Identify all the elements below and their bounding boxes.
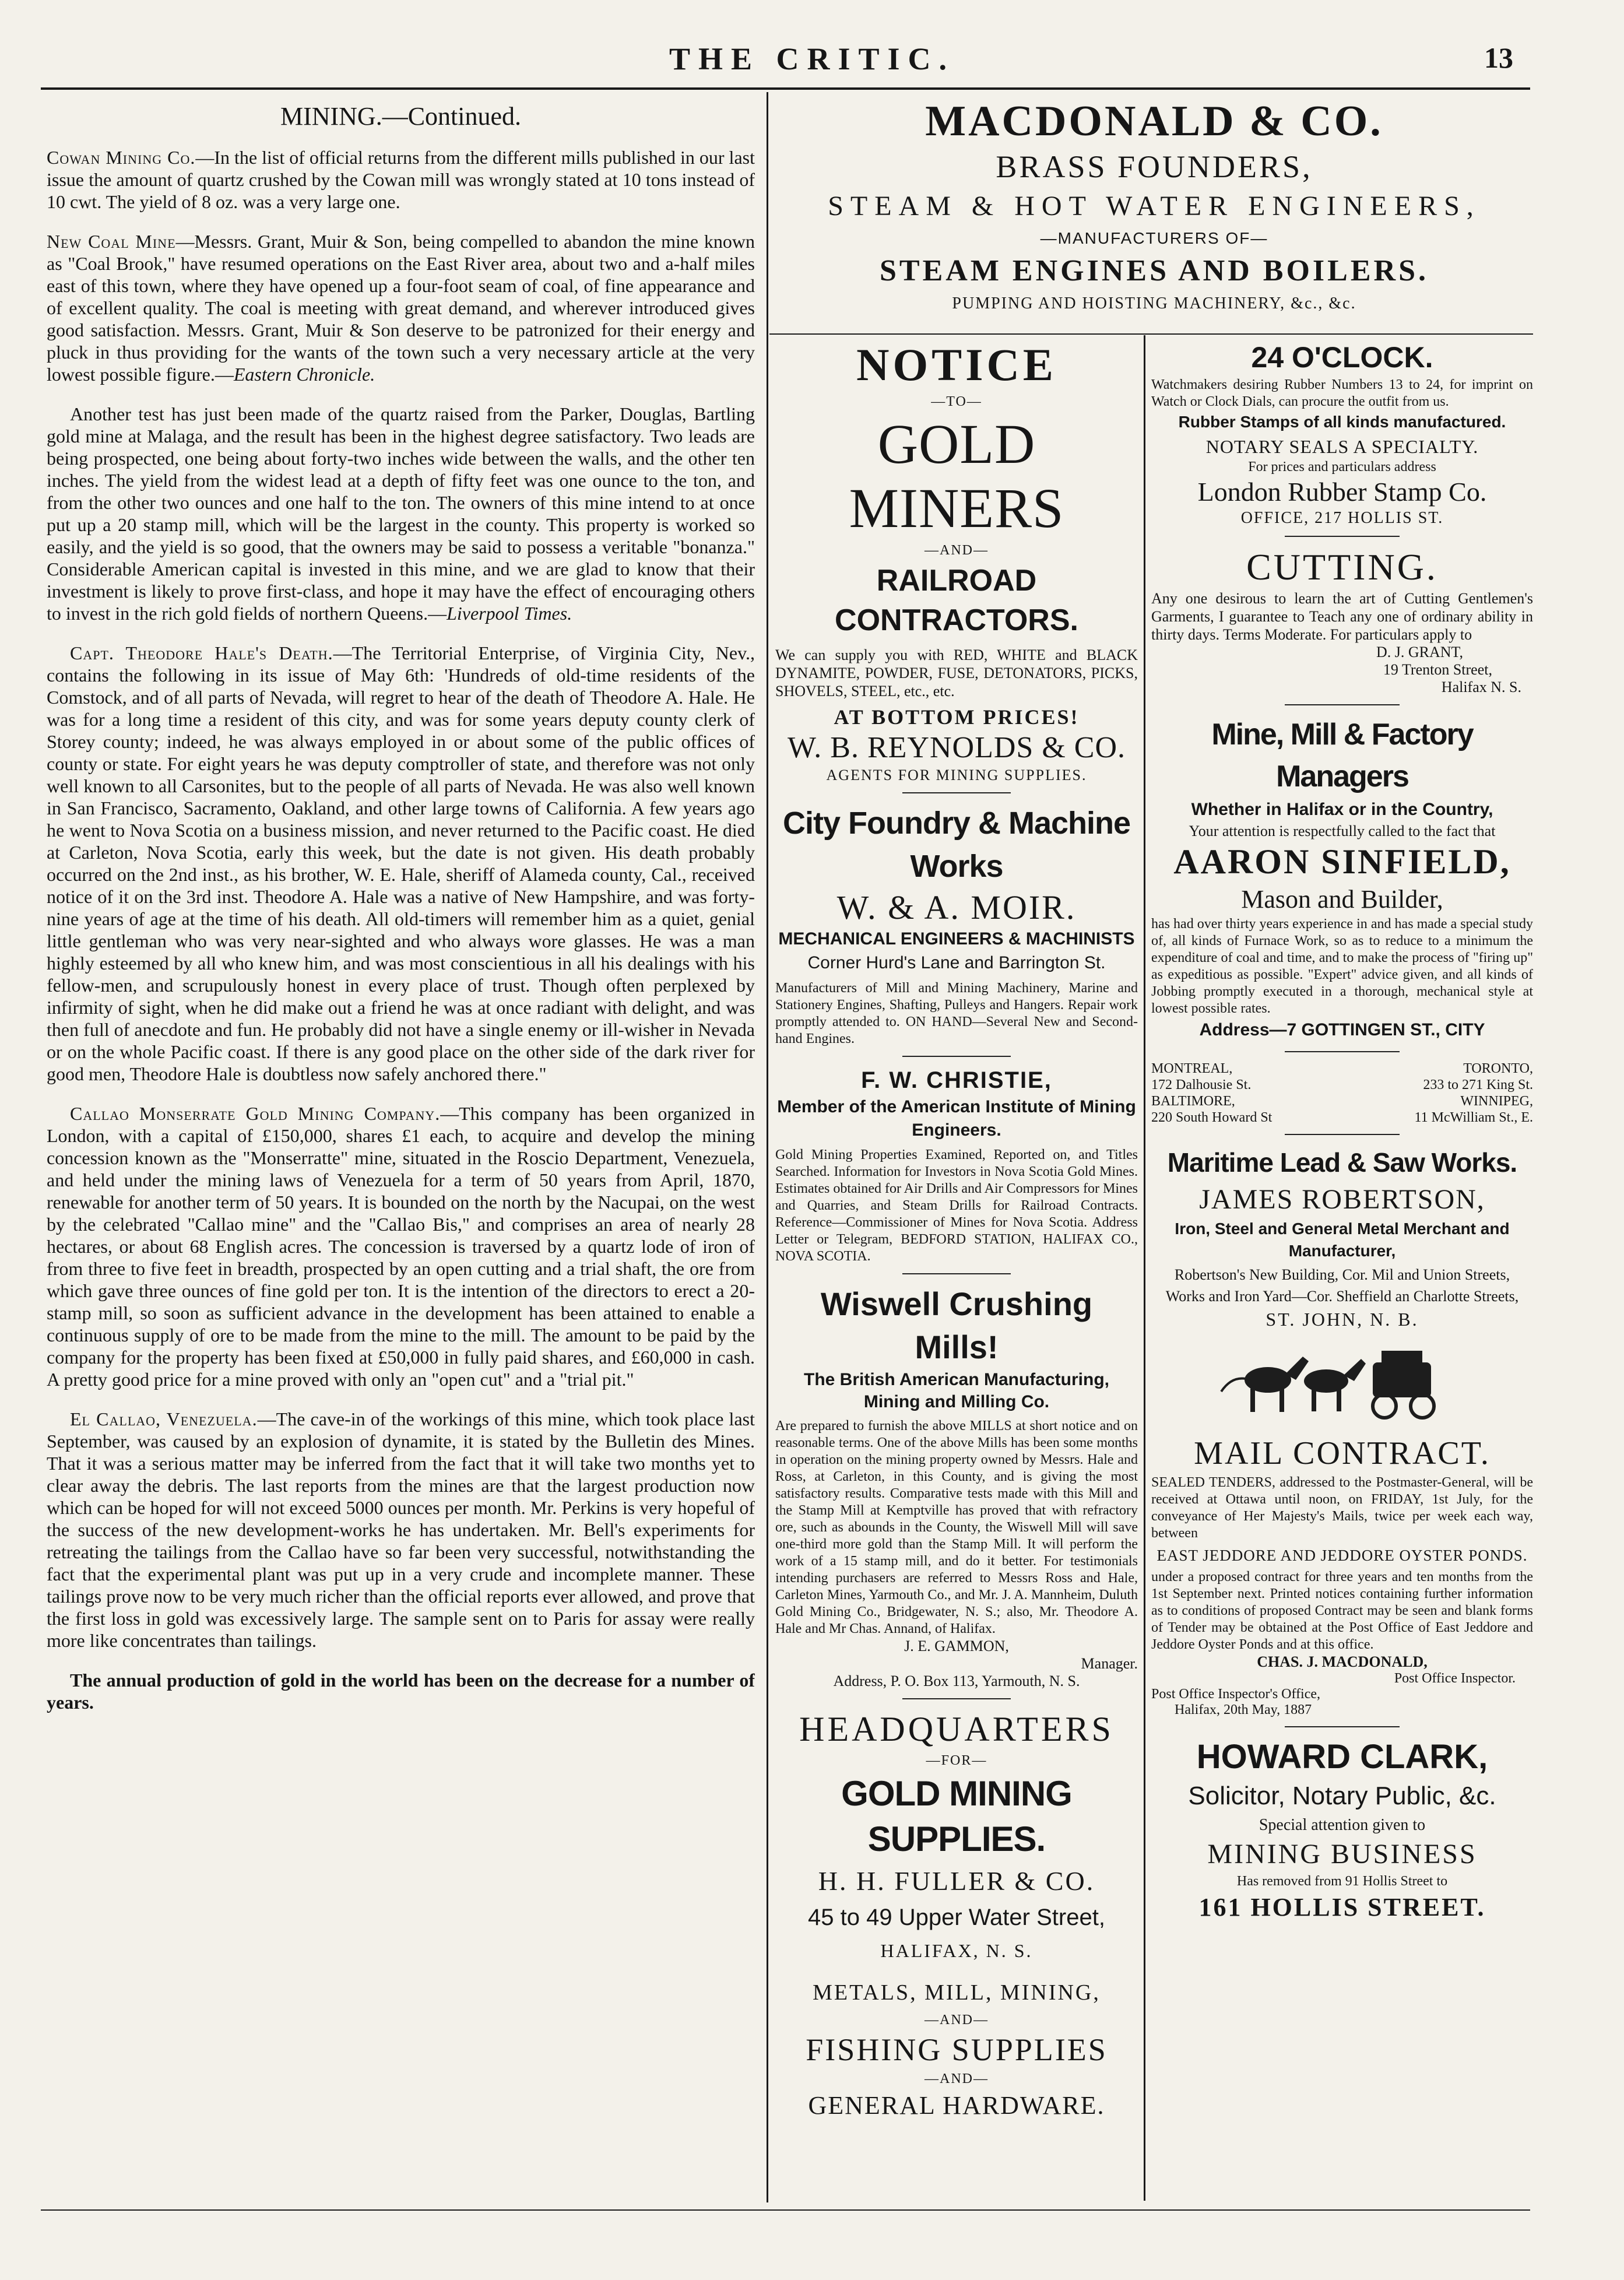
ad-body: Any one desirous to learn the art of Cutting Gentlemen's Garments, I guarantee to Teach any one of ordinary ability in thirty days. Terms Moderate. For particulars apply to: [1151, 590, 1533, 643]
ad-city: ST. JOHN, N. B.: [1266, 1309, 1419, 1330]
ad-headline: GOLD MINING SUPPLIES.: [841, 1774, 1072, 1859]
ad-line: STEAM ENGINES AND BOILERS.: [880, 254, 1429, 287]
ad-hardware: GENERAL HARDWARE.: [808, 2091, 1105, 2120]
ad-notice: [775, 338, 1138, 784]
mining-column: [47, 99, 755, 2198]
ad-headquarters: [775, 1708, 1138, 2122]
city-name: BALTIMORE,: [1151, 1094, 1235, 1109]
ad-title: City Foundry & Machine Works: [782, 806, 1131, 884]
ad-city: Halifax N. S.: [1441, 679, 1521, 695]
city-address: 233 to 271 King St.: [1423, 1077, 1533, 1092]
ad-body: Are prepared to furnish the above MILLS at short notice and on reasonable terms. One of the above Mills has been some months in operation on the mining property owned by Messrs. Hale and Ross, at Carleton, in this County, and is giving the most satisfactory results. Comparative tests made with this Mill and the Stamp Mill at Kemptville has proved that with refractory ore, such as abounds in the County, the Wiswell Mill will save one-third more gold than the Stamp Mill. It will perform the work of a 15 stamp mill, and do it better. For testimonials intending purchasers are referred to Messrs Ross and Hale, Carleton Mines, Yarmouth Co., and Mr. J. A. Mannheim, Duluth Gold Mining Co., Bridgewater, N. S.; also, Mr. Theodore A. Hale and Mr Chas. Annand, of Halifax.: [775, 1418, 1138, 1636]
ad-company: The British American Manufacturing, Mining and Milling Co.: [804, 1370, 1109, 1411]
ad-divider: [1285, 1134, 1400, 1135]
ad-address: Address—7 GOTTINGEN ST., CITY: [1199, 1020, 1485, 1039]
ad-body: Manufacturers of Mill and Mining Machinery, Marine and Stationery Engines, Shafting, Pulleys and Hangers. Repair work promptly attended to. ON HAND—Several New and Second-hand Engines.: [775, 981, 1138, 1046]
ad-sub: MECHANICAL ENGINEERS & MACHINISTS: [778, 929, 1135, 948]
ad-divider: [1285, 704, 1400, 705]
ad-separator: —FOR—: [926, 1753, 987, 1768]
ad-name: F. W. CHRISTIE,: [861, 1067, 1052, 1093]
article-lead: El Callao, Venezuela.: [70, 1408, 258, 1429]
ad-line: BRASS FOUNDERS,: [996, 149, 1313, 184]
ad-role: Iron, Steel and General Metal Merchant and Manufacturer,: [1175, 1220, 1510, 1260]
ad-date: Halifax, 20th May, 1887: [1175, 1702, 1312, 1717]
ad-body: We can supply you with RED, WHITE and BLACK DYNAMITE, POWDER, FUSE, DETONATORS, PICKS, SHOVELS, STEEL, etc., etc.: [775, 647, 1138, 700]
ad-sub: Whether in Halifax or in the Country,: [1191, 800, 1493, 819]
ad-body: under a proposed contract for three years and ten months from the 1st September next. Printed notices containing further information as to conditions of proposed Contract may be seen and blank forms of Tender may be obtained at the Post Office of East Jeddore and Jeddore Oyster Ponds and at this office.: [1151, 1569, 1533, 1652]
article-cowan: [47, 146, 755, 213]
ad-stamps: Rubber Stamps of all kinds manufactured.: [1178, 413, 1506, 431]
ad-separator: —AND—: [925, 543, 989, 558]
masthead-title: THE CRITIC.: [669, 41, 955, 76]
ad-title: Maritime Lead & Saw Works.: [1167, 1147, 1517, 1178]
ad-line: PUMPING AND HOISTING MACHINERY, &c., &c.: [952, 294, 1356, 312]
ad-title: 24 O'CLOCK.: [1251, 341, 1433, 374]
ad-title: HEADQUARTERS: [799, 1710, 1114, 1748]
article-hale-death: [47, 642, 755, 1085]
ad-title: NOTICE: [856, 339, 1057, 390]
ad-body: SEALED TENDERS, addressed to the Postmaster-General, will be received at Ottawa until noon, on FRIDAY, 1st July, for the conveyance of Her Majesty's Mails, twice per week each way, between: [1151, 1475, 1533, 1541]
ad-title: MAIL CONTRACT.: [1194, 1435, 1491, 1471]
city-name: MONTREAL,: [1151, 1061, 1233, 1076]
article-el-callao: [47, 1408, 755, 1652]
ad-member: Member of the American Institute of Mining Engineers.: [777, 1097, 1136, 1140]
ad-special: Special attention given to: [1259, 1816, 1426, 1834]
ad-role: Post Office Inspector.: [1394, 1671, 1516, 1686]
ad-name: AARON SINFIELD,: [1173, 842, 1511, 881]
ad-line: STEAM & HOT WATER ENGINEERS,: [828, 191, 1481, 222]
ad-cutting: [1151, 545, 1533, 696]
ad-24-oclock: [1151, 338, 1533, 528]
ad-wiswell: [775, 1283, 1138, 1690]
ad-seals: NOTARY SEALS A SPECIALTY.: [1205, 436, 1479, 457]
ad-divider: [1285, 536, 1400, 537]
horse-coach-icon: [1151, 1339, 1533, 1427]
ad-divider: [902, 1056, 1011, 1057]
ad-city-foundry: [775, 802, 1138, 1048]
ad-metals: METALS, MILL, MINING,: [813, 1980, 1101, 2005]
ad-role: Solicitor, Notary Public, &c.: [1188, 1782, 1496, 1810]
ad-company: W. B. REYNOLDS & CO.: [787, 731, 1126, 764]
ad-divider: [1285, 1051, 1400, 1052]
ad-office: Post Office Inspector's Office,: [1151, 1687, 1321, 1702]
ad-body: has had over thirty years experience in and has made a special study of, all kinds of Furnace Work, so as to reduce to a minimum the expenditure of coal and time, and to make the process of "firing up" as expeditious as possible. "Expert" advice given, and all kinds of Jobbing promptly executed in a thorough, mechanical style at lowest possible rates.: [1151, 916, 1533, 1016]
ad-mail-contract: [1151, 1432, 1533, 1718]
ad-name: JAMES ROBERTSON,: [1199, 1184, 1485, 1215]
ad-howard-clark: [1151, 1736, 1533, 1924]
ad-divider: [902, 1273, 1011, 1274]
ad-rule: [769, 333, 1533, 335]
ad-divider: [902, 792, 1011, 793]
ad-fishing: FISHING SUPPLIES: [806, 2032, 1108, 2067]
ad-cities: [1151, 1060, 1533, 1126]
article-source: Liverpool Times.: [447, 603, 572, 624]
ad-line: —MANUFACTURERS OF—: [1040, 229, 1268, 247]
bottom-rule: [41, 2209, 1530, 2211]
ad-body: Gold Mining Properties Examined, Reported on, and Titles Searched. Information for Investors in Nova Scotia Gold Mines. Estimates obtained for Air Drills and Air Compressors for Mines and Quarries, and Steam Drills for Railroad Contracts. Reference—Commissioner of Mines for Nova Scotia. Address Letter or Telegram, BEDFORD STATION, HALIFAX CO., NOVA SCOTIA.: [775, 1147, 1138, 1264]
middle-ads-column: [775, 338, 1138, 2204]
ad-name: HOWARD CLARK,: [1196, 1738, 1488, 1776]
article-lead: Cowan Mining Co.: [47, 147, 196, 168]
city-address: 11 McWilliam St., E.: [1414, 1110, 1533, 1125]
column-divider-left: [767, 92, 768, 2202]
mail-coach-illustration: [1151, 1339, 1533, 1427]
article-source: Eastern Chronicle.: [233, 364, 375, 385]
ad-christie: [775, 1065, 1138, 1265]
masthead: [0, 41, 1624, 82]
ad-body: Works and Iron Yard—Cor. Sheffield an Charlotte Streets,: [1165, 1288, 1519, 1305]
article-text: —The Territorial Enterprise, of Virginia City, Nev., contains the following in its issue of May 6th: 'Hundreds of old-time residents of the Comstock, and of all parts of Nevada, will regret to hear of the death of Theodore A. Hale. He was for a long time a resident of this city, and was for some years deputy county clerk of Storey county; indeed, he was always employed in or about some of the public offices of county or state. For eight years he was deputy comptroller of state, and therefore was not only well known to all Carsonites, but to the people of all parts of Nevada. He was also well known in San Francisco, Sacramento, Oakland, and other large towns of California. A few years ago he went to Nova Scotia on a business mission, and never returned to the Pacific coast. He died at Carleton, Nova Scotia, early this week, but the date is not given. His death probably occurred on the 2nd inst., as his brother, W. E. Hale, sheriff of Alameda county, Cal., received notice of it on the 3rd inst. Theodore A. Hale was a native of New Hampshire, and was forty-nine years of age at the time of his death. All old-timers will remember him as a quiet, genial little gentleman who was very near-sighted and who always wore glasses. He was a man highly esteemed by all who knew him, and was most conscientious in all his dealings with his fellow-men, and scrupulously honest in every place of trust. Though often perplexed by infirmity of sight, when he did make out a friend he was at once radiant with delight, and was then full of anecdote and fun. He probably did not have a single enemy or ill-wisher in Nevada or on the whole Pacific coast. If there is any good place on the other side of the dark river for good men, Theodore Hale is doubtless now safely anchored there.": [47, 642, 755, 1084]
ad-divider: [1285, 1726, 1400, 1727]
ad-name: MACDONALD & CO.: [925, 97, 1383, 145]
article-text: The annual production of gold in the world has been on the decrease for a number of years.: [47, 1670, 755, 1713]
right-ads-column: [1151, 338, 1533, 2204]
city-name: TORONTO,: [1463, 1061, 1533, 1076]
ad-role: Manager.: [1081, 1655, 1138, 1672]
article-new-coal-mine: [47, 230, 755, 385]
ad-maritime: [1151, 1143, 1533, 1333]
ad-city: HALIFAX, N. S.: [880, 1940, 1033, 1961]
ad-managers: [1151, 714, 1533, 1043]
column-divider-right: [1144, 335, 1145, 2201]
article-callao-monserrate: [47, 1102, 755, 1390]
ad-title: Wiswell Crushing Mills!: [820, 1285, 1093, 1365]
ad-company: H. H. FULLER & CO.: [818, 1866, 1095, 1896]
article-text: —Messrs. Grant, Muir & Son, being compelled to abandon the mine known as "Coal Brook," have resumed operations on the East River area, about two and a-half miles east of this town, where they have opened up a four-foot seam of coal, of fine appearance and of excellent quality. The coal is meeting with great demand, and wherever introduced gives good satisfaction. Messrs. Grant, Muir & Son deserve to be patronized for their energy and pluck in thus providing for the wants of the town such a very necessary article at the very lowest possible figure.—: [47, 231, 755, 385]
article-parker-mine: [47, 403, 755, 624]
ad-address: Corner Hurd's Lane and Barrington St.: [807, 953, 1106, 972]
ad-street: 19 Trenton Street,: [1383, 661, 1492, 678]
ad-removed: Has removed from 91 Hollis Street to: [1236, 1874, 1448, 1889]
masthead-rule: [41, 87, 1530, 90]
article-text: —In the list of official returns from the different mills published in our last issue the amount of quartz crushed by the Cowan mill was wrongly stated at 10 tons instead of 10 cwt. The yield of 8 oz. was a very large one.: [47, 147, 755, 212]
ad-body: Robertson's New Building, Cor. Mil and Union Streets,: [1174, 1266, 1510, 1283]
page-number: 13: [1484, 41, 1513, 74]
ad-address: 161 HOLLIS STREET.: [1198, 1893, 1486, 1921]
ad-headline: GOLD MINERS: [849, 413, 1064, 539]
ad-divider: [902, 1698, 1011, 1699]
ad-prices: AT BOTTOM PRICES!: [834, 705, 1080, 729]
article-text: —This company has been organized in London, with a capital of £150,000, shares £1 each, to acquire and develop the mining concession known as the "Monserratte" mine, situated in the Roscio Department, Venezuela, and held under the mining laws of Venezuela for a term of 50 years from April, 1870, renewable for another term of 50 years. It is bounded on the north by the Nacupai, on the west by the celebrated "Callao mine" and the "Callao Bis," and comprises an area of nearly 28 hectares, or about 68 English acres. The concession is traversed by a quartz lode of iron of from three to five feet in breadth, prospected by an open cutting and a trial shaft, the ore from which gave three ounces of fine gold per ton. It is the intention of the directors to erect a 20-stamp mill, so soon as sufficient advance in the development has been attained to enable a continuous supply of ore to be made from the mine to the mill. The amount to be paid by the company for the property has been fixed at £50,000 in fully paid shares, and £60,000 in cash. A pretty good price for a mine proved with only an "open cut" and a "trial pit.": [47, 1103, 755, 1390]
ad-separator: —AND—: [925, 2012, 989, 2028]
ad-signer: J. E. GAMMON,: [904, 1638, 1009, 1654]
section-title: MINING.—Continued.: [280, 102, 522, 131]
ad-role: Mason and Builder,: [1241, 885, 1443, 914]
ad-body: Watchmakers desiring Rubber Numbers 13 to 24, for imprint on Watch or Clock Dials, can procure the outfit from us.: [1151, 377, 1533, 409]
city-address: 172 Dalhousie St.: [1151, 1077, 1252, 1092]
ad-route: EAST JEDDORE AND JEDDORE OYSTER PONDS.: [1157, 1547, 1528, 1564]
ad-headline: RAILROAD CONTRACTORS.: [835, 564, 1078, 637]
article-lead: Callao Monserrate Gold Mining Company.: [70, 1103, 441, 1124]
article-lead: New Coal Mine: [47, 231, 176, 252]
ad-prices: For prices and particulars address: [1248, 459, 1436, 475]
ad-title: CUTTING.: [1246, 546, 1438, 588]
article-text: Another test has just been made of the quartz raised from the Parker, Douglas, Bartling gold mine at Malaga, and the result has been in the highest degree satisfactory. Two leads are being prospected, one being about forty-two inches wide between the walls, and the other ten inches. The yield from the widest lead at a depth of fifty feet was one ounce to the ton, and from the other two ounces and one half to the ton. The owners of this mine intend to at once put up a 20 stamp mill, which will be the largest in the county. This property is worked so easily, and the yield is so good, that the owners may be said to possess a veritable "bonanza." Considerable American capital is invested in this mine, and we are glad to know that their investment is likely to prove first-class, and hope it may have the effect of encouraging others to invest in the rich gold fields of northern Queens.—: [47, 403, 755, 624]
ad-separator: —AND—: [925, 2071, 989, 2086]
ad-address: Address, P. O. Box 113, Yarmouth, N. S.: [833, 1673, 1080, 1689]
ad-separator: —TO—: [931, 394, 982, 409]
ad-macdonald: [775, 96, 1533, 332]
city-address: 220 South Howard St: [1151, 1110, 1273, 1125]
ad-street: 45 to 49 Upper Water Street,: [808, 1905, 1105, 1930]
ad-company: London Rubber Stamp Co.: [1197, 477, 1487, 507]
article-lead: Capt. Theodore Hale's Death.: [70, 642, 333, 663]
ad-title: Mine, Mill & Factory Managers: [1211, 718, 1473, 793]
ad-business: MINING BUSINESS: [1207, 1839, 1477, 1870]
city-name: WINNIPEG,: [1460, 1094, 1533, 1109]
article-text: —The cave-in of the workings of this mine, which took place last September, was caused by an explosion of dynamite, it is stated by the Bulletin des Mines. That it was a serious matter may be inferred from the fact that it will take two months yet to clear away the debris. The last reports from the mines are that the largest production now which can be hoped for will not exceed 5000 ounces per month. Mr. Perkins is very hopeful of the success of the new development-works he has undertaken. Mr. Bell's experiments for retreating the tailings from the Callao have so far been very successful, notwithstanding the fact that the experimental plant was put up in a very crude and incomplete manner. These tailings prove now to be very much richer than the official reports ever allowed, and prove that the first loss in gold was excessively large. The sample sent on to Paris for assay were really more like concentrates than tailings.: [47, 1408, 755, 1651]
ad-agents: AGENTS FOR MINING SUPPLIES.: [826, 767, 1087, 784]
ad-name: D. J. GRANT,: [1376, 644, 1463, 661]
ad-office: OFFICE, 217 HOLLIS ST.: [1240, 509, 1444, 527]
ad-name: W. & A. MOIR.: [836, 888, 1077, 926]
ad-attention: Your attention is respectfully called to the fact that: [1189, 823, 1496, 839]
ad-signer: CHAS. J. MACDONALD,: [1257, 1653, 1428, 1670]
article-annual-production: [47, 1669, 755, 1713]
